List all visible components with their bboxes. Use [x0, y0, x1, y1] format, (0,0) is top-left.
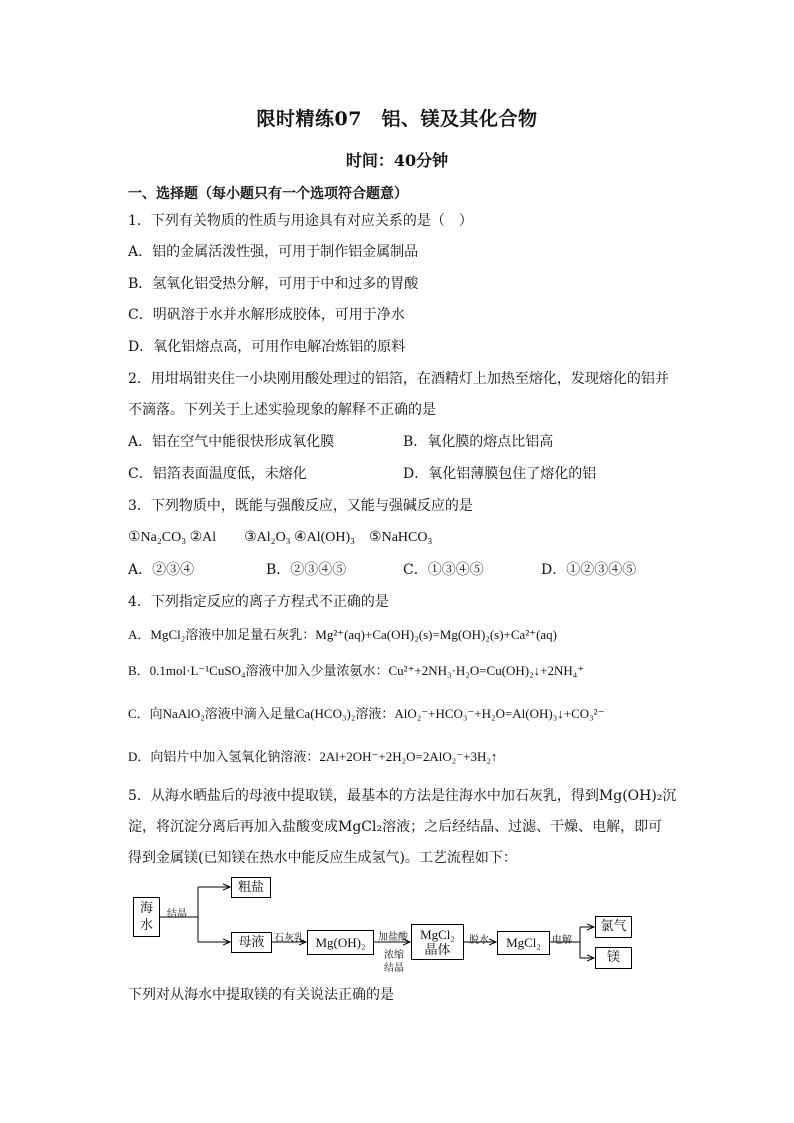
electrolysis-label: 电解 — [552, 935, 572, 946]
q3-stem: 3．下列物质中，既能与强酸反应，又能与强碱反应的是 — [128, 498, 473, 514]
dehydrate-label: 脱水 — [469, 935, 489, 946]
q1-option-b: B．氢氧化铝受热分解，可用于中和过多的胃酸 — [128, 276, 419, 292]
time-limit: 时间：40分钟 — [345, 151, 449, 170]
q5-stem-line2: 淀，将沉淀分离后再加入盐酸变成MgCl₂溶液；之后经结晶、过滤、干燥、电解，即可 — [128, 819, 663, 835]
mother-liquor-label: 母液 — [238, 935, 265, 950]
q4-stem: 4．下列指定反应的离子方程式不正确的是 — [128, 594, 389, 610]
q1-option-d: D．氧化铝熔点高，可用作电解冶炼铝的原料 — [128, 339, 406, 355]
mother-liquor-box — [231, 932, 272, 953]
q2-option-b: B．氧化膜的熔点比铝高 — [403, 434, 554, 450]
q5-stem-line1: 5．从海水晒盐后的母液中提取镁，最基本的方法是往海水中加石灰乳，得到Mg(OH)₂沉 — [128, 788, 677, 804]
seawater-label: 海水 — [139, 901, 153, 933]
q3-option-a: A．②③④ — [128, 562, 195, 578]
add-hcl-label: 加盐酸 — [378, 932, 408, 943]
mgcl2-crystal-box — [411, 924, 464, 960]
crude-salt-label: 粗盐 — [237, 880, 264, 895]
q3-items: ①Na₂CO₃ ②Al ③Al₂O₃ ④Al(OH)₃ ⑤NaHCO₃ — [128, 530, 433, 545]
page-title: 限时精练07 铝、镁及其化合物 — [256, 108, 538, 130]
q2-option-d: D．氧化铝薄膜包住了熔化的铝 — [403, 466, 597, 482]
q2-stem-line1: 2．用坩埚钳夹住一小块刚用酸处理过的铝箔，在酒精灯上加热至熔化，发现熔化的铝并 — [128, 371, 669, 387]
seawater-box — [133, 897, 160, 937]
mgcl2-label: MgCl₂ — [506, 935, 541, 950]
mgoh2-label: Mg(OH)₂ — [315, 935, 366, 950]
section-heading: 一、选择题（每小题只有一个选项符合题意） — [128, 186, 408, 202]
q3-option-b: B．②③④⑤ — [266, 562, 347, 578]
lime-milk-label: 石灰乳 — [274, 933, 304, 944]
q3-option-d: D．①②③④⑤ — [541, 562, 637, 578]
crystallize2-label: 结晶 — [384, 963, 404, 974]
q5-question: 下列对从海水中提取镁的有关说法正确的是 — [128, 987, 394, 1003]
q3-option-c: C．①③④⑤ — [403, 562, 484, 578]
q4-option-d: D．向铝片中加入氢氧化钠溶液：2Al+2OH⁻+2H₂O=2AlO₂⁻+3H₂↑ — [128, 749, 498, 764]
concentrate-label: 浓缩 — [384, 950, 404, 961]
q4-option-a: A．MgCl₂溶液中加足量石灰乳：Mg²⁺(aq)+Ca(OH)₂(s)=Mg(OH)₂(s)+Ca²⁺(aq) — [128, 627, 558, 642]
q1-stem: 1．下列有关物质的性质与用途具有对应关系的是（ ） — [128, 213, 473, 229]
crystallize-label: 结晶 — [167, 909, 187, 920]
q4-option-b: B．0.1mol·L⁻¹CuSO₄溶液中加入少量浓氨水：Cu²⁺+2NH₃·H₂O=Cu(OH)₂↓+2NH₄⁺ — [128, 663, 585, 678]
mgcl2-crystal-formula: MgCl₂ — [420, 927, 455, 942]
magnesium-label: 镁 — [606, 950, 620, 965]
chlorine-label: 氯气 — [600, 919, 627, 934]
mgcl2-box — [497, 931, 550, 955]
q2-option-a: A．铝在空气中能很快形成氧化膜 — [128, 434, 335, 450]
chlorine-box — [595, 916, 632, 938]
q1-option-c: C．明矾溶于水并水解形成胶体，可用于净水 — [128, 307, 405, 323]
q5-stem-line3: 得到金属镁(已知镁在热水中能反应生成氢气)。工艺流程如下： — [128, 850, 517, 866]
crude-salt-box — [231, 877, 271, 898]
q4-option-c: C．向NaAlO₂溶液中滴入足量Ca(HCO₃)₂溶液：AlO₂⁻+HCO₃⁻+H₂O=Al(OH)₃↓+CO₃²⁻ — [128, 706, 605, 721]
q2-option-c: C．铝箔表面温度低，未熔化 — [128, 466, 307, 482]
mgoh2-box — [307, 930, 374, 955]
mgcl2-crystal-word: 晶体 — [424, 943, 451, 958]
q1-option-a: A．铝的金属活泼性强，可用于制作铝金属制品 — [128, 244, 419, 260]
magnesium-box — [595, 947, 632, 969]
q2-stem-line2: 不滴落。下列关于上述实验现象的解释不正确的是 — [128, 402, 436, 418]
